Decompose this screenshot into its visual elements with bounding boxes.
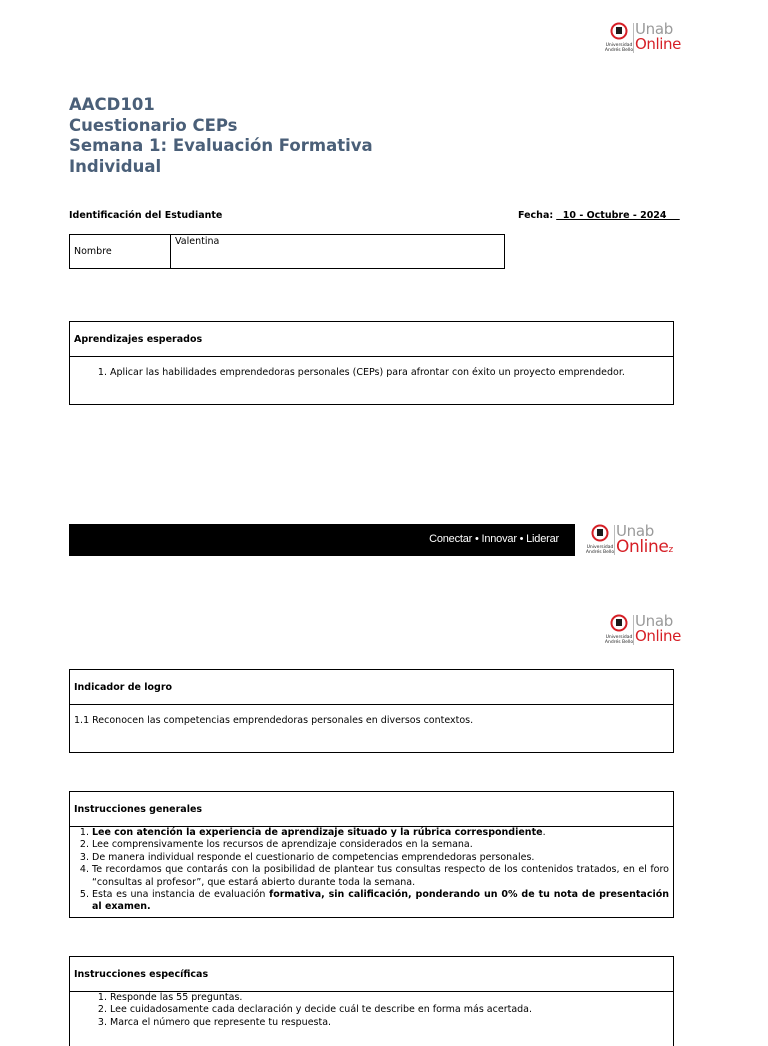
student-name-table [69,234,505,269]
logo-online: Online [635,627,681,645]
date-field [518,210,680,221]
generales-box [69,791,674,918]
generales-title: Instrucciones generales [70,792,673,827]
student-id-label: Identificación del Estudiante [69,210,223,221]
indicador-box [69,669,674,753]
logo-online: Onlinez [616,537,673,557]
list-item: 1. Aplicar las habilidades emprendedoras personales (CEPs) para afrontar con éxito un proyecto emprendedor. [110,367,669,380]
list-item: 2. Lee cuidadosamente cada declaración y decide cuál te describe en forma más acertada. [110,1004,669,1016]
unab-online-logo [605,614,691,648]
course-code: AACD101 [69,95,155,114]
especificas-list [88,992,669,1029]
document-title [69,95,373,177]
university-seal-icon [604,22,634,56]
aprendizajes-box [69,321,674,405]
date-value: 10 - Octubre - 2024 [556,210,680,221]
logo-unab: Unab [635,612,673,630]
title-line-2: Cuestionario CEPs [69,115,238,135]
generales-list [74,827,669,914]
indicador-text: 1.1 Reconocen las competencias emprendedoras personales en diversos contextos. [74,715,474,726]
date-label: Fecha: [518,210,554,221]
logo-suffix: z [668,545,673,555]
svg-text:Universidad: Universidad [605,635,633,640]
university-seal-icon [585,524,615,558]
list-item: 3. Marca el número que represente tu respuesta. [110,1017,669,1029]
aprendizajes-list [88,367,669,380]
name-label-cell: Nombre [70,235,171,269]
list-item: 2. Lee comprensivamente los recursos de aprendizaje considerados en la semana. [92,839,669,851]
unab-online-logo [605,22,691,56]
aprendizajes-title: Aprendizajes esperados [70,322,673,357]
footer-logo [586,524,672,558]
svg-text:Andrés Bello: Andrés Bello [604,640,634,645]
especificas-box [69,956,674,1046]
list-item: 3. De manera individual responde el cuestionario de competencias emprendedoras personales. [92,852,669,864]
logo-unab: Unab [616,522,654,540]
svg-text:Universidad: Universidad [586,545,614,550]
name-value-cell: Valentina [171,235,505,269]
especificas-title: Instrucciones específicas [70,957,673,992]
banner-slogan: Conectar • Innovar • Liderar [429,533,559,545]
indicador-title: Indicador de logro [70,670,673,705]
logo-online: Online [635,35,681,53]
footer-banner [69,524,575,556]
logo-divider [633,615,634,645]
list-item: 5. Esta es una instancia de evaluación formativa, sin calificación, ponderando un 0% de tu nota de presentación al examen. [92,889,669,914]
logo-unab: Unab [635,20,673,38]
title-line-4: Individual [69,156,162,176]
logo-divider [614,525,615,555]
list-item: 1. Responde las 55 preguntas. [110,992,669,1004]
svg-text:Universidad: Universidad [605,43,633,48]
logo-divider [633,23,634,53]
svg-text:Andrés Bello: Andrés Bello [585,550,615,555]
title-line-3: Semana 1: Evaluación Formativa [69,136,373,155]
list-item: 1. Lee con atención la experiencia de aprendizaje situado y la rúbrica correspondiente. [92,827,669,839]
university-seal-icon [604,614,634,648]
list-item: 4. Te recordamos que contarás con la posibilidad de plantear tus consultas respecto de los contenidos tratados, en el foro “consultas al profesor”, que estará abierto durante toda la semana. [92,864,669,889]
svg-text:Andrés Bello: Andrés Bello [604,48,634,53]
